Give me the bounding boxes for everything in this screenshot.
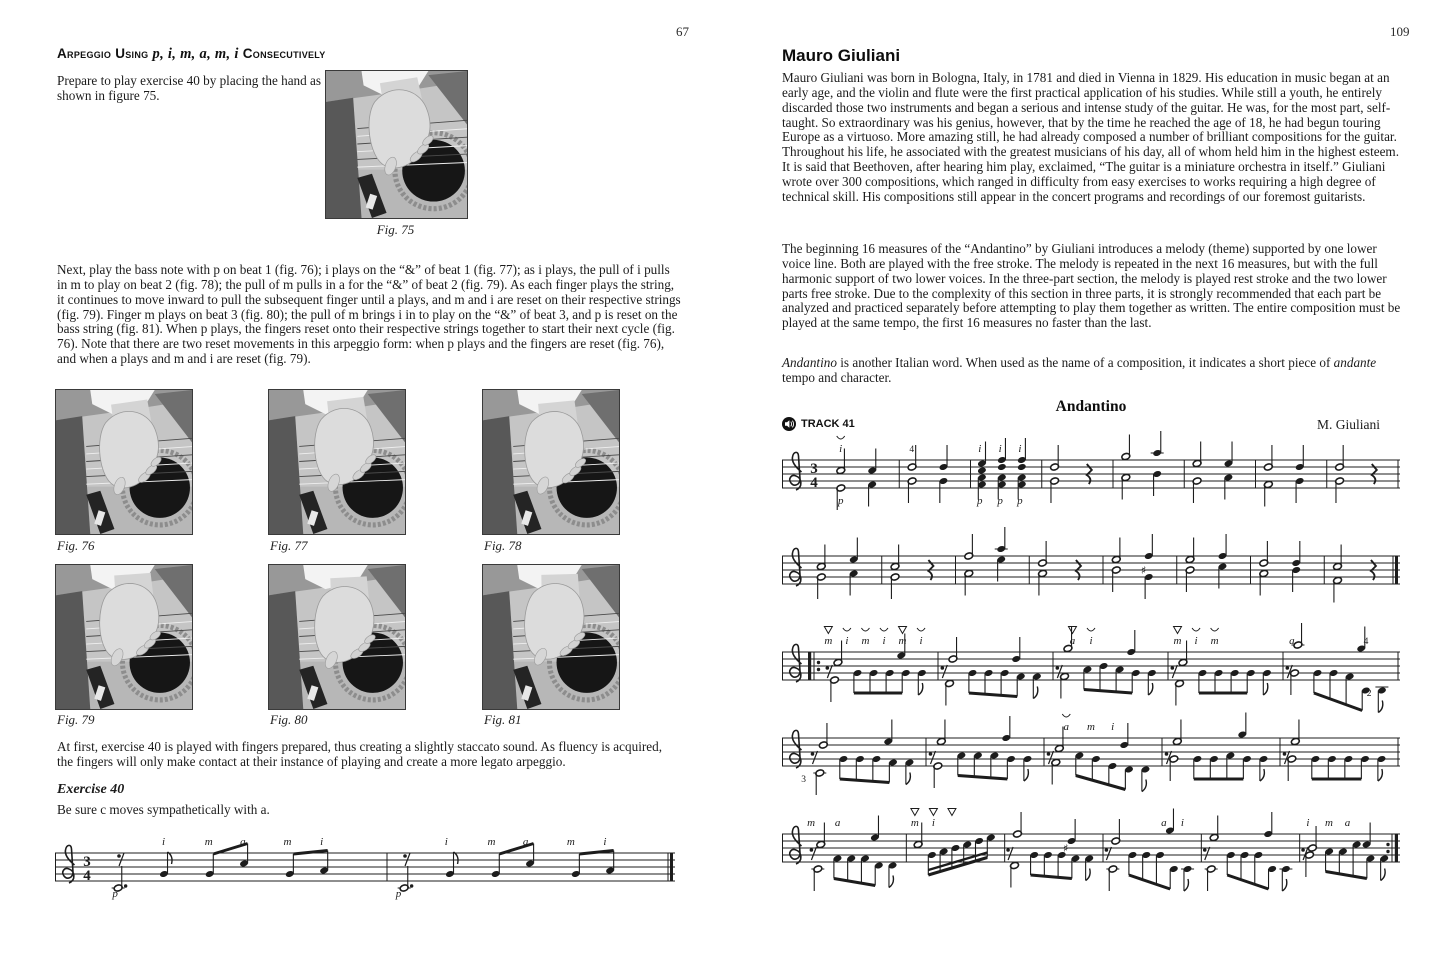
figure-photo bbox=[55, 564, 193, 710]
biography-paragraph: Mauro Giuliani was born in Bologna, Italy, in 1781 and died in Vienna in 1829. His education in music began at an early age, and the violin and flute were the first practical application of his studies. While still a youth, he entirely discarded those two instruments and began a serious and intense study of the guitar. He was, for the most part, self-taught. So extraordinary was his genius, however, that by the time he reached the age of 18, he had begun touring Europe as a virtuoso. More amazing still, he had already composed a number of brilliant compositions for the guitar. Throughout his life, he associated with the greatest musicians of his day, all of whom held him in the highest esteem. It is said that Beethoven, after hearing him play, exclaimed, “The guitar is a miniature orchestra in itself.” Giuliani wrote over 300 compositions, which ranged in difficulty from easy exercises to works requiring a high degree of technical skill. His compositions still appear in the concert programs and recordings of our foremost guitarists. bbox=[782, 70, 1399, 204]
svg-text:2: 2 bbox=[1366, 689, 1372, 699]
svg-text:i: i bbox=[1194, 635, 1198, 647]
svg-text:i: i bbox=[1018, 443, 1022, 455]
page-number-left: 67 bbox=[676, 24, 689, 39]
svg-text:m: m bbox=[487, 836, 496, 848]
svg-text:♯: ♯ bbox=[1140, 564, 1147, 577]
svg-text:i: i bbox=[320, 836, 324, 848]
exercise-40-staff bbox=[55, 822, 675, 927]
analysis-paragraph: The beginning 16 measures of the “Andantino” by Giuliani introduces a melody (theme) supported by one lower voice line. Both are played with the free stroke. The melody is repeated in the next 16 measures, but with the full harmonic support of two lower voices. In the three-part section, the melody is played rest stroke and the two lower parts free stroke. Due to the complexity of this section in three parts, it is strongly recommended that each part be analyzed and practiced separately before attempting to play them together as written. The entire composition must be played at the same tempo, the first 16 measures no faster than the last. bbox=[782, 241, 1401, 331]
svg-text:m: m bbox=[1173, 635, 1182, 647]
svg-text:m: m bbox=[204, 836, 213, 848]
svg-text:i: i bbox=[978, 443, 982, 455]
svg-text:i: i bbox=[1306, 817, 1310, 829]
svg-text:m: m bbox=[824, 635, 833, 647]
svg-text:i: i bbox=[845, 635, 849, 647]
svg-text:♯: ♯ bbox=[1062, 842, 1069, 855]
section-heading-prefix: Arpeggio Using bbox=[57, 46, 153, 61]
svg-text:p: p bbox=[112, 888, 118, 900]
svg-text:3: 3 bbox=[810, 461, 818, 477]
svg-text:m: m bbox=[566, 836, 575, 848]
figure-label: Fig. 75 bbox=[376, 222, 415, 237]
svg-text:a: a bbox=[240, 836, 246, 848]
main-paragraph: Next, play the bass note with p on beat 1 (fig. 76); i plays on the “&” of beat 1 (fig. 77); as i plays, the pull of i pulls in m to play on beat 2 (fig. 78); the pull of m pulls in a for the “&” of beat 2 (fig. 79). As each finger plays the string, it continues to move inward to pull the subsequent finger until a plays, and m and i are reset on their respective strings (fig. 79). Finger m plays on beat 3 (fig. 80); the pull of m brings i in to play on the “&” of beat 3, and p is reset on the bass string (fig. 81). When p plays, the fingers reset onto their respective strings together to start their next cycle (fig. 76). Note that there are two reset movements in this arpeggio form: when p plays and the fingers are reset (fig. 76), and when a plays and m and i are reset (fig. 79). bbox=[57, 262, 681, 367]
svg-text:m: m bbox=[283, 836, 292, 848]
svg-text:i: i bbox=[882, 635, 886, 647]
svg-text:m: m bbox=[861, 635, 870, 647]
figure-label: Fig. 79 bbox=[57, 712, 95, 727]
svg-text:m: m bbox=[1087, 721, 1095, 733]
figure-label: Fig. 80 bbox=[270, 712, 308, 727]
svg-text:i: i bbox=[1111, 721, 1115, 733]
andantino-staff-system-5 bbox=[782, 798, 1400, 894]
svg-text:i: i bbox=[444, 836, 448, 848]
svg-text:a: a bbox=[522, 836, 529, 848]
figure-photo bbox=[55, 389, 193, 535]
svg-text:i: i bbox=[839, 443, 843, 455]
andantino-staff-system-4 bbox=[782, 706, 1400, 796]
svg-text:a: a bbox=[1161, 817, 1167, 829]
svg-text:i: i bbox=[603, 836, 607, 848]
svg-text:m: m bbox=[807, 817, 816, 829]
svg-text:i: i bbox=[919, 635, 923, 647]
figure-label: Fig. 76 bbox=[57, 538, 95, 553]
svg-text:3: 3 bbox=[801, 775, 807, 785]
section-heading bbox=[57, 46, 617, 63]
svg-text:a: a bbox=[1069, 635, 1076, 647]
track-badge bbox=[782, 417, 855, 431]
svg-text:i: i bbox=[1180, 817, 1184, 829]
svg-text:4: 4 bbox=[909, 445, 915, 455]
svg-text:p: p bbox=[997, 495, 1003, 507]
svg-text:i: i bbox=[998, 443, 1002, 455]
svg-text:m: m bbox=[1324, 817, 1333, 829]
figure-photo bbox=[482, 389, 620, 535]
svg-text:4: 4 bbox=[1363, 637, 1369, 647]
figure-photo bbox=[268, 389, 406, 535]
andantino-staff-system-3 bbox=[782, 618, 1400, 704]
svg-text:i: i bbox=[931, 817, 935, 829]
svg-text:p: p bbox=[395, 888, 402, 900]
svg-text:m: m bbox=[898, 635, 907, 647]
svg-text:a: a bbox=[1344, 817, 1351, 829]
composer-credit: M. Giuliani bbox=[1317, 417, 1380, 432]
svg-text:p: p bbox=[837, 495, 844, 507]
svg-text:a: a bbox=[1289, 635, 1295, 647]
svg-text:m: m bbox=[910, 817, 919, 829]
svg-text:i: i bbox=[1089, 635, 1093, 647]
svg-text:i: i bbox=[161, 836, 166, 848]
section-heading-finger-letters: p, i, m, a, m, i bbox=[152, 46, 239, 62]
andantino-staff-system-1 bbox=[782, 436, 1400, 512]
figure-photo bbox=[482, 564, 620, 710]
closing-paragraph: At first, exercise 40 is played with fingers prepared, thus creating a slightly staccato sound. As fluency is acquired, the fingers will only make contact at their instance of playing and create a more legato arpeggio. bbox=[57, 739, 662, 769]
intro-paragraph: Prepare to play exercise 40 by placing the hand as shown in figure 75. bbox=[57, 73, 322, 103]
section-heading-suffix: Consecutively bbox=[238, 46, 326, 61]
svg-text:a: a bbox=[1063, 721, 1070, 733]
svg-text:4: 4 bbox=[83, 868, 91, 884]
piece-title: Andantino bbox=[1055, 398, 1127, 415]
svg-text:3: 3 bbox=[83, 854, 91, 870]
andantino-staff-system-2 bbox=[782, 538, 1400, 602]
svg-text:p: p bbox=[977, 495, 983, 507]
track-label: TRACK 41 bbox=[801, 418, 855, 430]
svg-text:p: p bbox=[1017, 495, 1023, 507]
svg-text:m: m bbox=[1210, 635, 1219, 647]
figure-label: Fig. 78 bbox=[484, 538, 522, 553]
svg-text:4: 4 bbox=[810, 475, 818, 491]
chapter-title: Mauro Giuliani bbox=[782, 46, 901, 65]
figure-label: Fig. 81 bbox=[484, 712, 522, 727]
figure-photo bbox=[325, 70, 468, 219]
exercise-note: Be sure c moves sympathetically with a. bbox=[57, 802, 270, 817]
exercise-heading: Exercise 40 bbox=[57, 782, 125, 797]
figure-label: Fig. 77 bbox=[270, 538, 308, 553]
svg-text:a: a bbox=[834, 817, 841, 829]
figure-photo bbox=[268, 564, 406, 710]
speaker-icon bbox=[782, 417, 796, 431]
page-number-right: 109 bbox=[1390, 24, 1410, 39]
andantino-definition-paragraph: Andantino is another Italian word. When used as the name of a composition, it indicates a short piece of andante tempo and character. bbox=[782, 355, 1377, 385]
